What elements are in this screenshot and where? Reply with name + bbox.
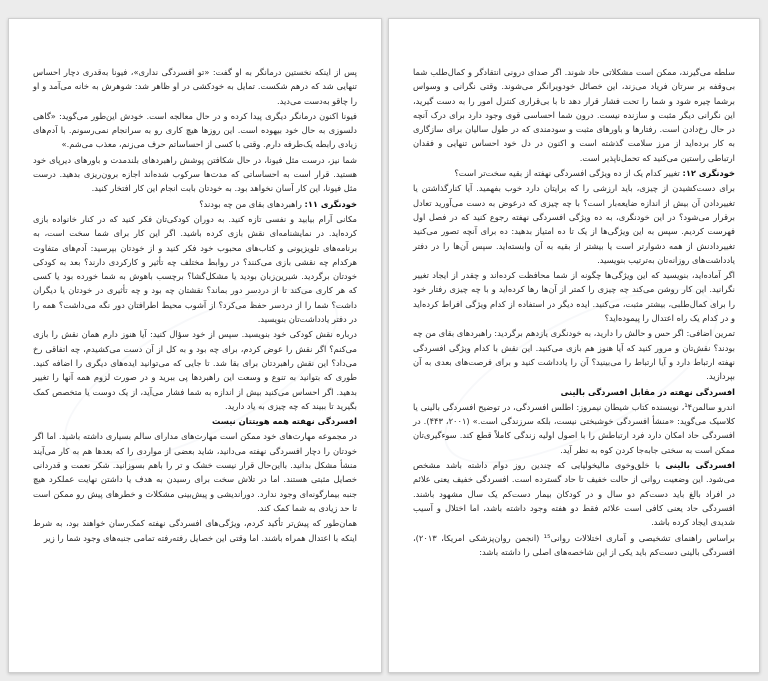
exercise-paragraph [33, 197, 357, 211]
body-paragraph: در مجموعه مهارت‌های خود ممکن است مهارت‌های مدارای سالم بسیاری داشته باشید. اما اگر خودتان را دچار افسردگی نهفته می‌دانید، شاید بعضی از مواردی را که بعدها هم به کار می‌آیند منشأ مشکل بدانید. بااین‌حال قرار نیست خشک و تر را باهم بسوزانید. شکر نعمت و قدردانی خصایل مثبتی هستند. اما در تلاش سخت برای رسیدن به هدف یا داشتن نهایت عملکرد هیچ جنبه بیمارگونه‌ای وجود ندارد. دوراندیشی و پیش‌بینی مشکلات و خطرهای پیش رو ممکن است تا حد زیادی به شما کمک کند. [33, 431, 357, 513]
body-paragraph: درباره نقش کودکی خود بنویسید. سپس از خود سؤال کنید: آیا هنوز دارم همان نقش را بازی می‌کنم؟ اگر نقش را عوض کردم، برای چه بود و به کل از آن دست می‌کشیدم، چه اتفاقی رخ می‌داد؟ این نقش راهبردتان برای بقا شد. تا جایی که می‌توانید ایده‌های دیگری را اضافه کنید. طوری که بتوانید به تنوع و وسعت این راهبردها پی ببرید و در صورت لزوم همه آنها را تغییر بدهید. اگر احساس می‌کنید بیش از اندازه به شما فشار می‌آید، از یک دوست یا متخصص کمک بگیرید تا ببیند که چه چیزی به یاد دارید. [33, 329, 357, 411]
exercise-paragraph [413, 458, 735, 529]
body-paragraph: اندرو سالمن¹۴، نویسنده کتاب شیطان نیمروز: اطلس افسردگی، در توضیح افسردگی بالینی یا کلاسیک می‌گوید: «منشأ افسردگی خوشبختی نیست، بلکه سرزندگی است.» (۲۰۰۱، ۴۴۳). در افسردگی حاد امکان دارد فرد ارتباطش را با اصول اولیه زندگی کاملاً قطع کند. سوءگیری‌تان ممکن است به سختی جابه‌جا کردن کوه به نظر آید. [413, 401, 735, 455]
right-page [388, 18, 760, 673]
body-paragraph: مکانی آرام بیابید و نفسی تازه کنید. به دوران کودکی‌تان فکر کنید که در کنار خانواده بازی کرده‌اید. در نمایشنامه‌ای نقش بازی کرده باشید. اگر این کار برای شما سخت است، به برنامه‌های تلویزیونی و کتاب‌های محبوب خود فکر کنید و از خودتان بپرسید: آدم‌های متفاوت هرکدام چه نقشی بازی می‌کنند؟ در روابط مختلف چه تأثیر و کارکردی دارند؟ بعد به کودکی خودتان برگردید. شیرین‌زبان بودید یا مشکل‌گشا؟ برچسب باهوش به شما خورده بود یا کسی که هر کاری می‌کند تا از دردسر دور بماند؟ نقشتان چه بود و چه تأثیری در خودتان یا دیگران داشت؟ شما را از دردسر حفظ می‌کرد؟ از آشوب محیط اطرافتان دور نگه می‌داشت؟ همه را در دفتر یادداشت‌تان بنویسید. [33, 213, 357, 325]
body-paragraph: براساس راهنمای تشخیصی و آماری اختلالات روانی¹⁵ (انجمن روان‌پزشکی امریکا، ۲۰۱۳)، افسردگی بالینی دست‌کم باید یکی از این شاخصه‌های اصلی را داشته باشد: [413, 532, 735, 557]
body-paragraph: شما نیز، درست مثل فیونا، در حال شکافتن پوشش راهبردهای بلندمدت و باورهای دیرپای خود هستید. قرار است به احساساتی که مدت‌ها سرکوب شده‌اند اجازه برون‌ریزی بدهید. درست مثل فیونا، این کار آسان نخواهد بود. به خودتان بابت انجام این کار افتخار کنید. [33, 154, 357, 194]
body-paragraph: پس از اینکه نخستین درمانگر به او گفت: «تو افسردگی نداری»، فیونا به‌قدری دچار احساس تنهایی شد که درهم شکست. تمایل به خودکشی در او ظاهر شد: شوهرش به خانه می‌آمد و او را چاقو به‌دست می‌دید. [33, 67, 357, 106]
right-page-text-column [413, 65, 735, 559]
exercise-text: با خلق‌وخوی مالیخولیایی که چندین روز دوام داشته باشد مشخص می‌شود. این وضعیت روانی از حالت خفیف تا حاد گسترده است. افسردگی خفیف یعنی علائم در افراد بالغ باید دست‌کم دو سال و در کودکان بیمار دست‌کم یک سال مشهود باشند. افسردگی حاد یعنی کافی است علائم فقط دو هفته وجود داشته باشد، اما اختلال و آسیب شدیدی ایجاد کرده باشد. [413, 460, 735, 528]
left-page [8, 18, 382, 673]
body-paragraph: فیونا اکنون درمانگر دیگری پیدا کرده و در حال معالجه است. خودش این‌طور می‌گوید: «گاهی دلسوزی به حال خود بیهوده است. این روزها هیچ کاری رو به سرانجام نمی‌رسونم. با آدم‌های زیادی رابطه یک‌طرفه دارم. وقتی با کسی از احساساتم حرف می‌زنم، معذب می‌شم.» [33, 110, 357, 150]
exercise-heading: افسردگی بالینی [665, 460, 735, 471]
body-paragraph: سلطه می‌گیرند، ممکن است مشکلاتی حاد شوند. اگر صدای درونی انتقادگر و کمال‌طلب شما بی‌وقفه بر سرتان فریاد می‌زند، این خصائل خودویرانگر می‌شوند. وقتی نگرانی و وسواس برشما چیره شود و شما را تحت فشار قرار دهد تا با بی‌قراری کنترل امور را به دست گیرید، این نگرانی دیگر مثبت و سازنده نیست. درون شما احساسی قوی وجود دارد برای درک آنچه در حال رخ‌دادن است. رفتارها و باورهای مثبت و سودمندی که در طول سالیان برای سازگاری به کار برده‌اید از مرز سلامت گذشته است و اکنون در دل خود احساس تنهایی و فقدان ارتباطی راستین می‌کنید که تحمل‌ناپذیر است. [413, 67, 735, 163]
section-heading: افسردگی نهفته در مقابل افسردگی بالینی [560, 386, 735, 397]
exercise-heading: خودنگری ۱۲: [682, 168, 735, 179]
body-paragraph: همان‌طور که پیش‌تر تأکید کردم، ویژگی‌های افسردگی نهفته کمک‌رسان خواهند بود، به شرط اینکه با اعتدال همراه باشند. اما وقتی این خصایل رفته‌رفته تمامی جنبه‌های وجود شما را زیر [33, 518, 357, 543]
body-paragraph: برای دست‌کشیدن از چیزی، باید ارزشی را که برایتان دارد خوب بفهمید. آیا کنارگذاشتن یا تغییردادن آن بیش از اندازه ضایعه‌بار است؟ با چه چیزی که درعوض به دست می‌آورید تعادل برقرار می‌شود؟ در این خودنگری، به ده ویژگی افسردگی نهفته رجوع کنید که در فصل اول فهرست کردیم. سپس به این ویژگی‌ها از یک تا ده امتیاز بدهید: ده برای آنچه تصور می‌کنید تغییردادنش از همه دشوارتر است یا بیشتر از بقیه به آن وابسته‌اید. سپس آن‌ها را در دفتر یادداشت‌های روزانه‌تان به‌ترتیب بنویسید. [413, 183, 735, 265]
section-heading: افسردگی نهفته همه هویتتان نیست [211, 416, 357, 427]
body-paragraph: تمرین اضافی: اگر حس و حالش را دارید، به خودنگری یازدهم برگردید: راهبردهای بقای من چه بودند؟ نقش‌تان و مرور کنید که آیا هنوز هم بازی می‌کنید. این نقش با کدام ویژگی افسردگی نهفته ارتباط دارد و آیا ارتباط را می‌بینید؟ آن را یادداشت کنید و برای فرصت‌های بعدی به آن بپردازید. [413, 328, 735, 382]
exercise-paragraph [413, 166, 735, 180]
body-paragraph: اگر آماده‌اید، بنویسید که این ویژگی‌ها چگونه از شما محافظت کرده‌اند و چقدر از ایجاد تغییر نگرانید. این کار روشن می‌کند چه چیزی را کمتر از آن‌ها رها کرده‌اید و با چه چیزی رفتار خود را برای کمال‌طلبی، بیشتر مثبت، می‌کنید. ایده دیگر در استفاده از کدام ویژگی افراط کرده‌اید و در کدام یک راه اعتدال را پیموده‌اید؟ [413, 270, 735, 324]
exercise-text: تغییر کدام یک از ده ویژگی افسردگی نهفته از بقیه سخت‌تر است؟ [454, 168, 683, 179]
left-page-text-column [33, 65, 357, 545]
exercise-text: راهبردهای بقای من چه بودند؟ [199, 198, 305, 209]
exercise-heading: خودنگری ۱۱: [304, 198, 357, 209]
